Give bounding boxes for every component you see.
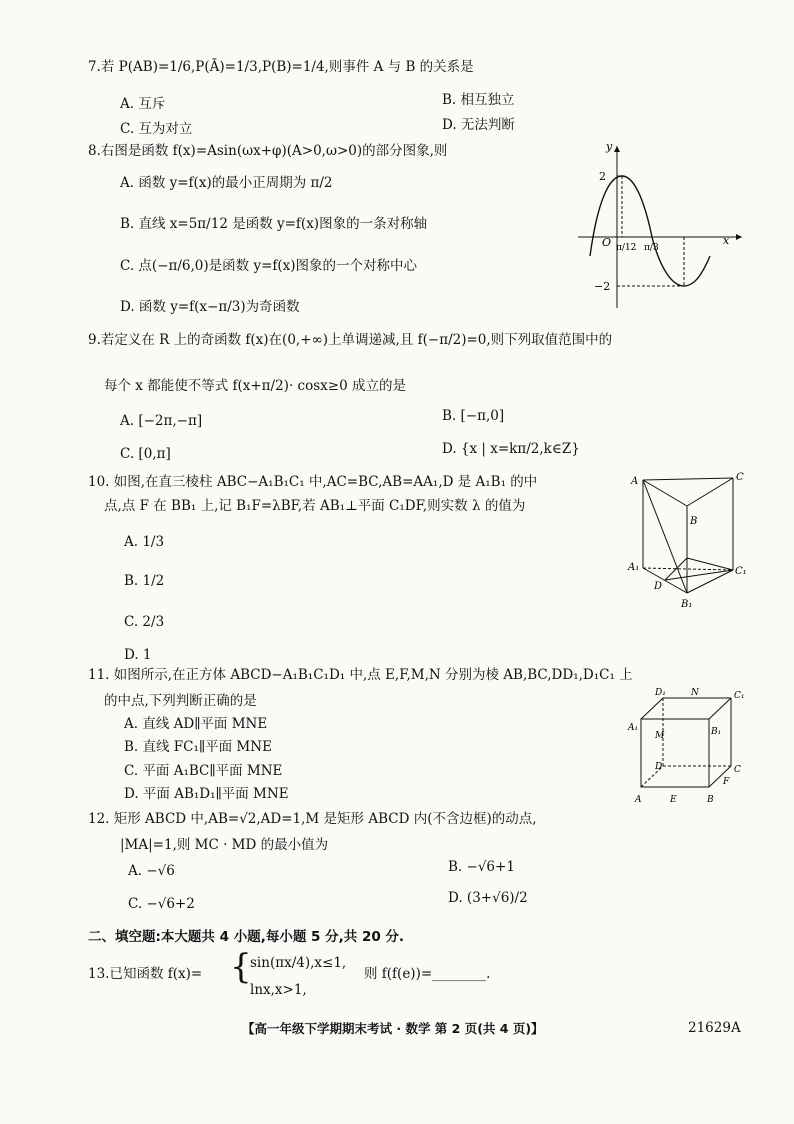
q9-stem-2: 每个 x 都能使不等式 f(x+π/2)· cosx≥0 成立的是 (104, 378, 406, 394)
cube-label-e: E (670, 795, 677, 805)
q7-option-c: C. 互为对立 (120, 121, 193, 137)
q8-option-b: B. 直线 x=5π/12 是函数 y=f(x)图象的一条对称轴 (120, 216, 428, 232)
prism-label-a: A (631, 476, 639, 487)
q10-stem-2: 点,点 F 在 BB₁ 上,记 B₁F=λBF,若 AB₁⊥平面 C₁DF,则实数 λ 的值为 (104, 498, 526, 514)
graph-tick-1: π/12 (616, 243, 637, 253)
cube-label-c: C (734, 765, 741, 775)
q12-option-d: D. (3+√6)/2 (448, 890, 528, 906)
q11-stem-2: 的中点,下列判断正确的是 (104, 693, 257, 709)
q11-stem-1: 11. 如图所示,在正方体 ABCD−A₁B₁C₁D₁ 中,点 E,F,M,N 分别为棱 AB,BC,DD₁,D₁C₁ 上 (88, 667, 633, 683)
cube-label-a: A (635, 795, 642, 805)
q11-option-a: A. 直线 AD∥平面 MNE (124, 716, 268, 732)
q11-option-c: C. 平面 A₁BC∥平面 MNE (124, 763, 283, 779)
q13-tail: 则 f(f(e))=________. (364, 966, 491, 982)
q9-stem-1: 9.若定义在 R 上的奇函数 f(x)在(0,+∞)上单调递减,且 f(−π/2)=0,则下列取值范围中的 (88, 332, 613, 348)
q10-option-a: A. 1/3 (124, 534, 165, 550)
graph-ymax: 2 (599, 170, 606, 183)
q7-option-b: B. 相互独立 (442, 92, 515, 108)
q13-brace: { (230, 947, 252, 987)
prism-label-a1: A₁ (628, 562, 640, 573)
prism-label-c: C (736, 472, 744, 483)
graph-x-label: x (723, 234, 730, 247)
graph-tick-2: π/3 (644, 243, 659, 253)
q8-option-c: C. 点(−π/6,0)是函数 y=f(x)图象的一个对称中心 (120, 258, 418, 274)
cube-label-d1: D₁ (655, 688, 666, 698)
q13-lead: 13.已知函数 f(x)= (88, 966, 203, 982)
graph-origin: O (602, 236, 612, 249)
q7-stem: 7.若 P(AB)=1/6,P(Ā)=1/3,P(B)=1/4,则事件 A 与 B 的关系是 (88, 59, 474, 75)
prism-label-c1: C₁ (735, 566, 747, 577)
q11-cube-figure (625, 684, 750, 809)
footer-title: 【高一年级下学期期末考试 · 数学 第 2 页(共 4 页)】 (242, 1021, 544, 1036)
cube-label-a1: A₁ (628, 723, 639, 733)
section-header: 二、填空题:本大题共 4 小题,每小题 5 分,共 20 分. (88, 929, 405, 945)
q13-case-2: lnx,x>1, (250, 982, 307, 998)
q10-prism-figure (625, 468, 755, 613)
q12-option-b: B. −√6+1 (448, 859, 515, 875)
q9-option-a: A. [−2π,−π] (120, 413, 203, 429)
q8-option-d: D. 函数 y=f(x−π/3)为奇函数 (120, 299, 300, 315)
prism-label-b1: B₁ (681, 599, 693, 610)
graph-ymin: −2 (594, 280, 611, 293)
q9-option-c: C. [0,π] (120, 446, 171, 462)
cube-label-d: D (655, 762, 663, 772)
q8-option-a: A. 函数 y=f(x)的最小正周期为 π/2 (120, 175, 333, 191)
q12-option-a: A. −√6 (128, 863, 175, 879)
cube-label-c1: C₁ (734, 691, 745, 701)
footer-code: 21629A (688, 1020, 741, 1036)
prism-label-b: B (690, 516, 698, 527)
cube-label-m: M (655, 731, 665, 741)
q9-option-b: B. [−π,0] (442, 408, 505, 424)
graph-y-label: y (606, 140, 613, 153)
q7-option-d: D. 无法判断 (442, 117, 515, 133)
q9-option-d: D. {x | x=kπ/2,k∈Z} (442, 441, 580, 457)
cube-label-b1: B₁ (711, 727, 722, 737)
cube-label-n: N (691, 688, 699, 698)
cube-label-b: B (707, 795, 714, 805)
q10-option-c: C. 2/3 (124, 614, 165, 630)
q10-option-b: B. 1/2 (124, 573, 165, 589)
q8-sine-graph (570, 138, 750, 313)
q11-option-d: D. 平面 AB₁D₁∥平面 MNE (124, 786, 289, 802)
q10-stem-1: 10. 如图,在直三棱柱 ABC−A₁B₁C₁ 中,AC=BC,AB=AA₁,D 是 A₁B₁ 的中 (88, 474, 538, 490)
q8-stem: 8.右图是函数 f(x)=Asin(ωx+φ)(A>0,ω>0)的部分图象,则 (88, 143, 448, 159)
q12-stem-1: 12. 矩形 ABCD 中,AB=√2,AD=1,M 是矩形 ABCD 内(不含边框)的动点, (88, 811, 537, 827)
q12-option-c: C. −√6+2 (128, 896, 195, 912)
q7-option-a: A. 互斥 (120, 96, 166, 112)
cube-label-f: F (723, 777, 730, 787)
q11-option-b: B. 直线 FC₁∥平面 MNE (124, 739, 272, 755)
q13-case-1: sin(πx/4),x≤1, (250, 955, 347, 971)
prism-label-d: D (654, 581, 663, 592)
q10-option-d: D. 1 (124, 647, 152, 663)
q12-stem-2: |MA|=1,则 MC · MD 的最小值为 (120, 837, 329, 853)
